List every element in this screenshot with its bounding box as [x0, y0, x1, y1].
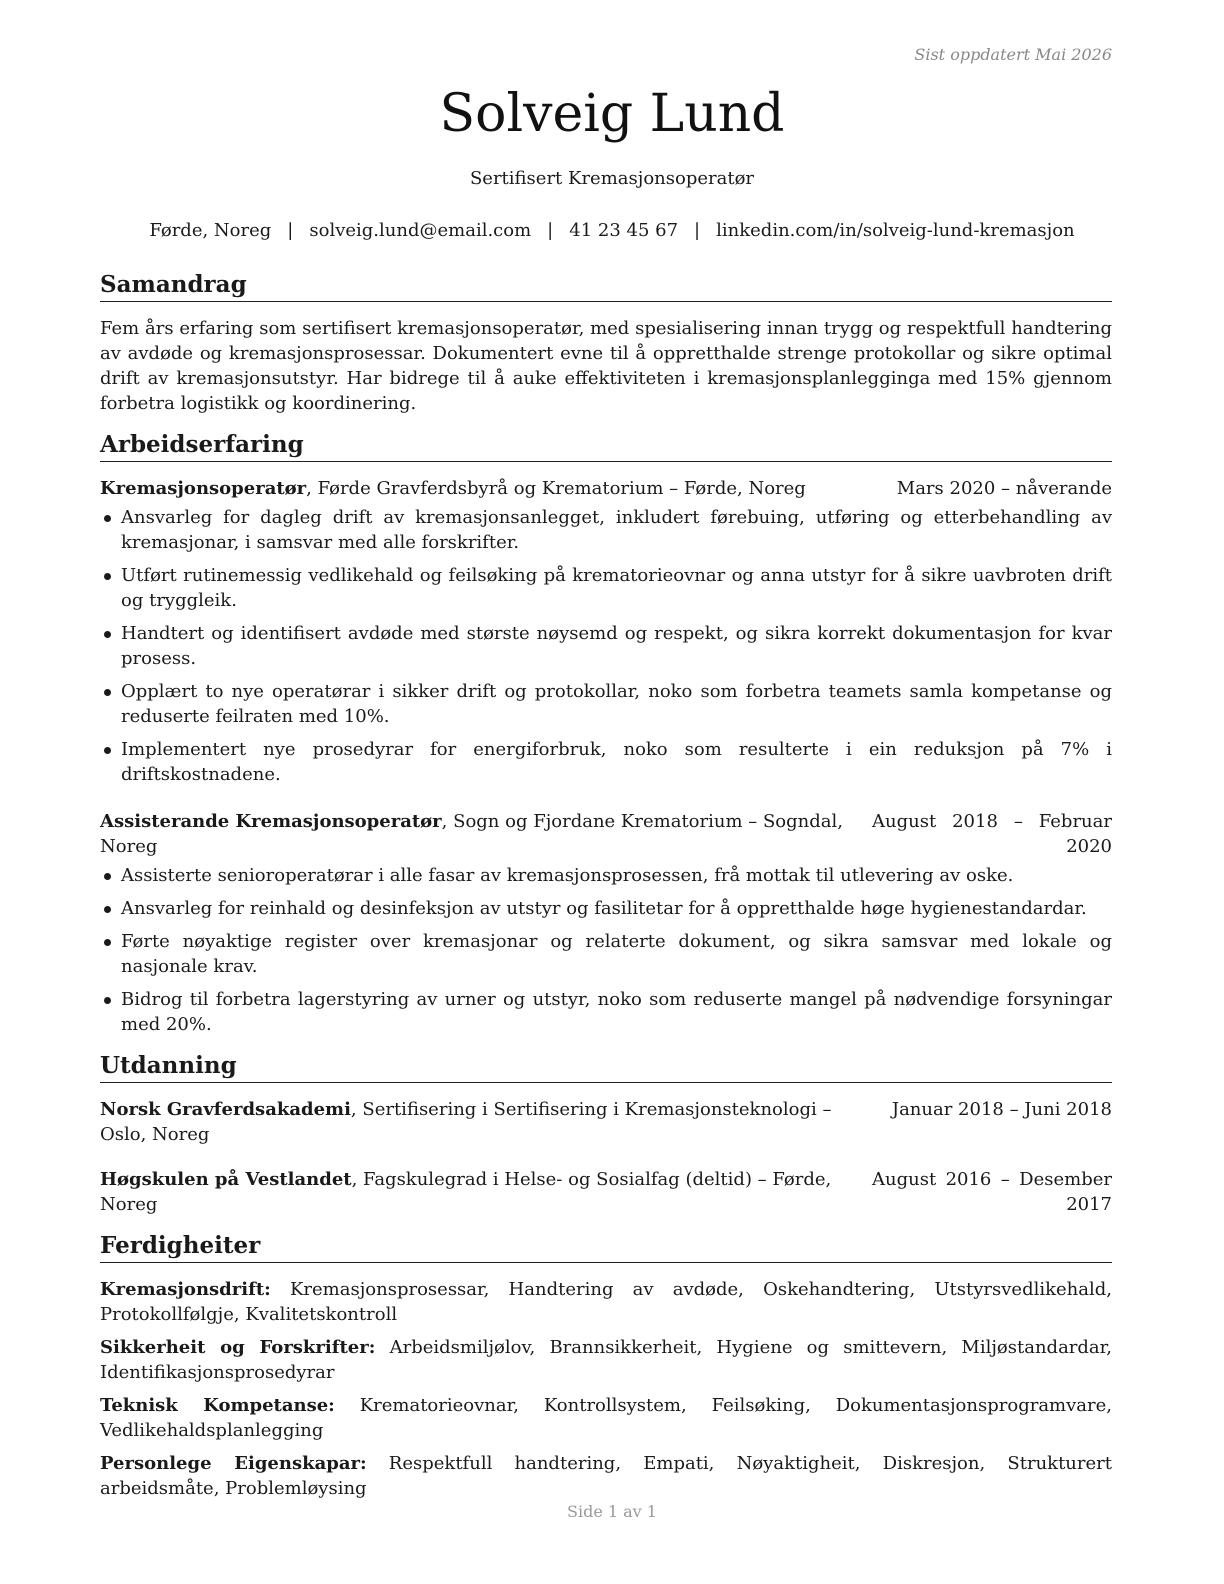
- candidate-title: Sertifisert Kremasjonsoperatør: [469, 168, 755, 189]
- job-bullets: [100, 863, 1112, 1037]
- skill-group: [100, 1277, 1112, 1327]
- contact-location: Førde, Noreg: [149, 220, 272, 241]
- page-footer: Side 1 av 1: [567, 1502, 657, 1521]
- education-school: Norsk Gravferdsakademi: [100, 1099, 351, 1120]
- job-bullet: Assisterte senioroperatørar i alle fasar av kremasjonsprosessen, frå mottak til utlevering av oske.: [100, 863, 1112, 888]
- skill-label: Personlege Eigenskapar:: [100, 1453, 367, 1474]
- job-role: Kremasjonsoperatør: [100, 478, 307, 499]
- job-role: Assisterande Kremasjonsoperatør: [100, 811, 442, 832]
- job-bullet: Opplært to nye operatørar i sikker drift og protokollar, noko som forbetra teamets samla kompetanse og reduserte feilraten med 10%.: [100, 679, 1112, 729]
- job-bullet: Førte nøyaktige register over kremasjonar og relaterte dokument, og sikra samsvar med lokale og nasjonale krav.: [100, 929, 1112, 979]
- education-detail: , Fagskulegrad i Helse- og Sosialfag (deltid) – Førde, Noreg: [100, 1169, 832, 1215]
- job-bullets: [100, 505, 1112, 787]
- skill-text: Kremasjonsprosessar, Handtering av avdøde, Oskehandtering, Utstyrsvedlikehald, Protokollfølgje, Kvalitetskontroll: [100, 1279, 1112, 1325]
- education-dates: Januar 2018 – Juni 2018: [891, 1099, 1112, 1120]
- contact-line: [0, 220, 1224, 241]
- education-header: [100, 1097, 1112, 1147]
- skill-group: [100, 1393, 1112, 1443]
- skill-group: [100, 1451, 1112, 1501]
- skill-label: Kremasjonsdrift:: [100, 1279, 271, 1300]
- education-dates: August 2016 – Desember 2017: [872, 1169, 1112, 1215]
- resume-content: [100, 270, 1112, 1509]
- section-title-experience: Arbeidserfaring: [100, 430, 1112, 462]
- education-entry: [100, 1167, 1112, 1217]
- job-bullet: Bidrog til forbetra lagerstyring av urner og utstyr, noko som reduserte mangel på nødvendige forsyningar med 20%.: [100, 987, 1112, 1037]
- section-title-summary: Samandrag: [100, 270, 1112, 302]
- job-entry: [100, 809, 1112, 1037]
- job-header: [100, 809, 1112, 859]
- contact-email[interactable]: solveig.lund@email.com: [309, 220, 532, 241]
- skill-label: Teknisk Kompetanse:: [100, 1395, 335, 1416]
- job-bullet: Ansvarleg for reinhald og desinfeksjon av utstyr og fasilitetar for å oppretthalde høge hygienestandardar.: [100, 896, 1112, 921]
- contact-linkedin[interactable]: linkedin.com/in/solveig-lund-kremasjon: [716, 220, 1075, 241]
- education-header: [100, 1167, 1112, 1217]
- skill-group: [100, 1335, 1112, 1385]
- last-updated: Sist oppdatert Mai 2026: [914, 45, 1112, 64]
- job-dates: August 2018 – Februar 2020: [872, 811, 1112, 857]
- skill-text: Krematorieovnar, Kontrollsystem, Feilsøking, Dokumentasjonsprogramvare, Vedlikehaldsplanlegging: [100, 1395, 1112, 1441]
- contact-separator: |: [287, 220, 294, 241]
- education-detail: , Sertifisering i Sertifisering i Kremasjonsteknologi – Oslo, Noreg: [100, 1099, 832, 1145]
- summary-text: Fem års erfaring som sertifisert kremasjonsoperatør, med spesialisering innan trygg og respektfull handtering av avdøde og kremasjonsprosessar. Dokumentert evne til å oppretthalde strenge protokollar og sikre optimal drift av kremasjonsutstyr. Har bidrege til å auke effektiviteten i kremasjonsplanlegginga med 15% gjennom forbetra logistikk og koordinering.: [100, 318, 1112, 414]
- job-dates: Mars 2020 – nåverande: [896, 478, 1112, 499]
- job-bullet: Handtert og identifisert avdøde med største nøysemd og respekt, og sikra korrekt dokumentasjon for kvar prosess.: [100, 621, 1112, 671]
- contact-phone: 41 23 45 67: [569, 220, 679, 241]
- candidate-name: Solveig Lund: [439, 84, 785, 144]
- job-bullet: Implementert nye prosedyrar for energiforbruk, noko som resulterte i ein reduksjon på 7% i driftskostnadene.: [100, 737, 1112, 787]
- job-bullet: Ansvarleg for dagleg drift av kremasjonsanlegget, inkludert førebuing, utføring og etterbehandling av kremasjonar, i samsvar med alle forskrifter.: [100, 505, 1112, 555]
- job-org: , Førde Gravferdsbyrå og Krematorium – Førde, Noreg: [306, 478, 806, 499]
- job-entry: [100, 476, 1112, 787]
- section-title-education: Utdanning: [100, 1051, 1112, 1083]
- education-entry: [100, 1097, 1112, 1147]
- skill-text: Arbeidsmiljølov, Brannsikkerheit, Hygiene og smittevern, Miljøstandardar, Identifikasjonsprosedyrar: [100, 1337, 1113, 1383]
- section-title-skills: Ferdigheiter: [100, 1231, 1112, 1263]
- job-header: [100, 476, 1112, 501]
- education-school: Høgskulen på Vestlandet: [100, 1169, 352, 1190]
- job-org: , Sogn og Fjordane Krematorium – Sogndal, Noreg: [100, 811, 843, 857]
- contact-separator: |: [547, 220, 554, 241]
- job-bullet: Utført rutinemessig vedlikehald og feilsøking på krematorieovnar og anna utstyr for å sikre uavbroten drift og tryggleik.: [100, 563, 1112, 613]
- contact-separator: |: [694, 220, 701, 241]
- skill-label: Sikkerheit og Forskrifter:: [100, 1337, 376, 1358]
- skill-text: Respektfull handtering, Empati, Nøyaktigheit, Diskresjon, Strukturert arbeidsmåte, Problemløysing: [100, 1453, 1112, 1499]
